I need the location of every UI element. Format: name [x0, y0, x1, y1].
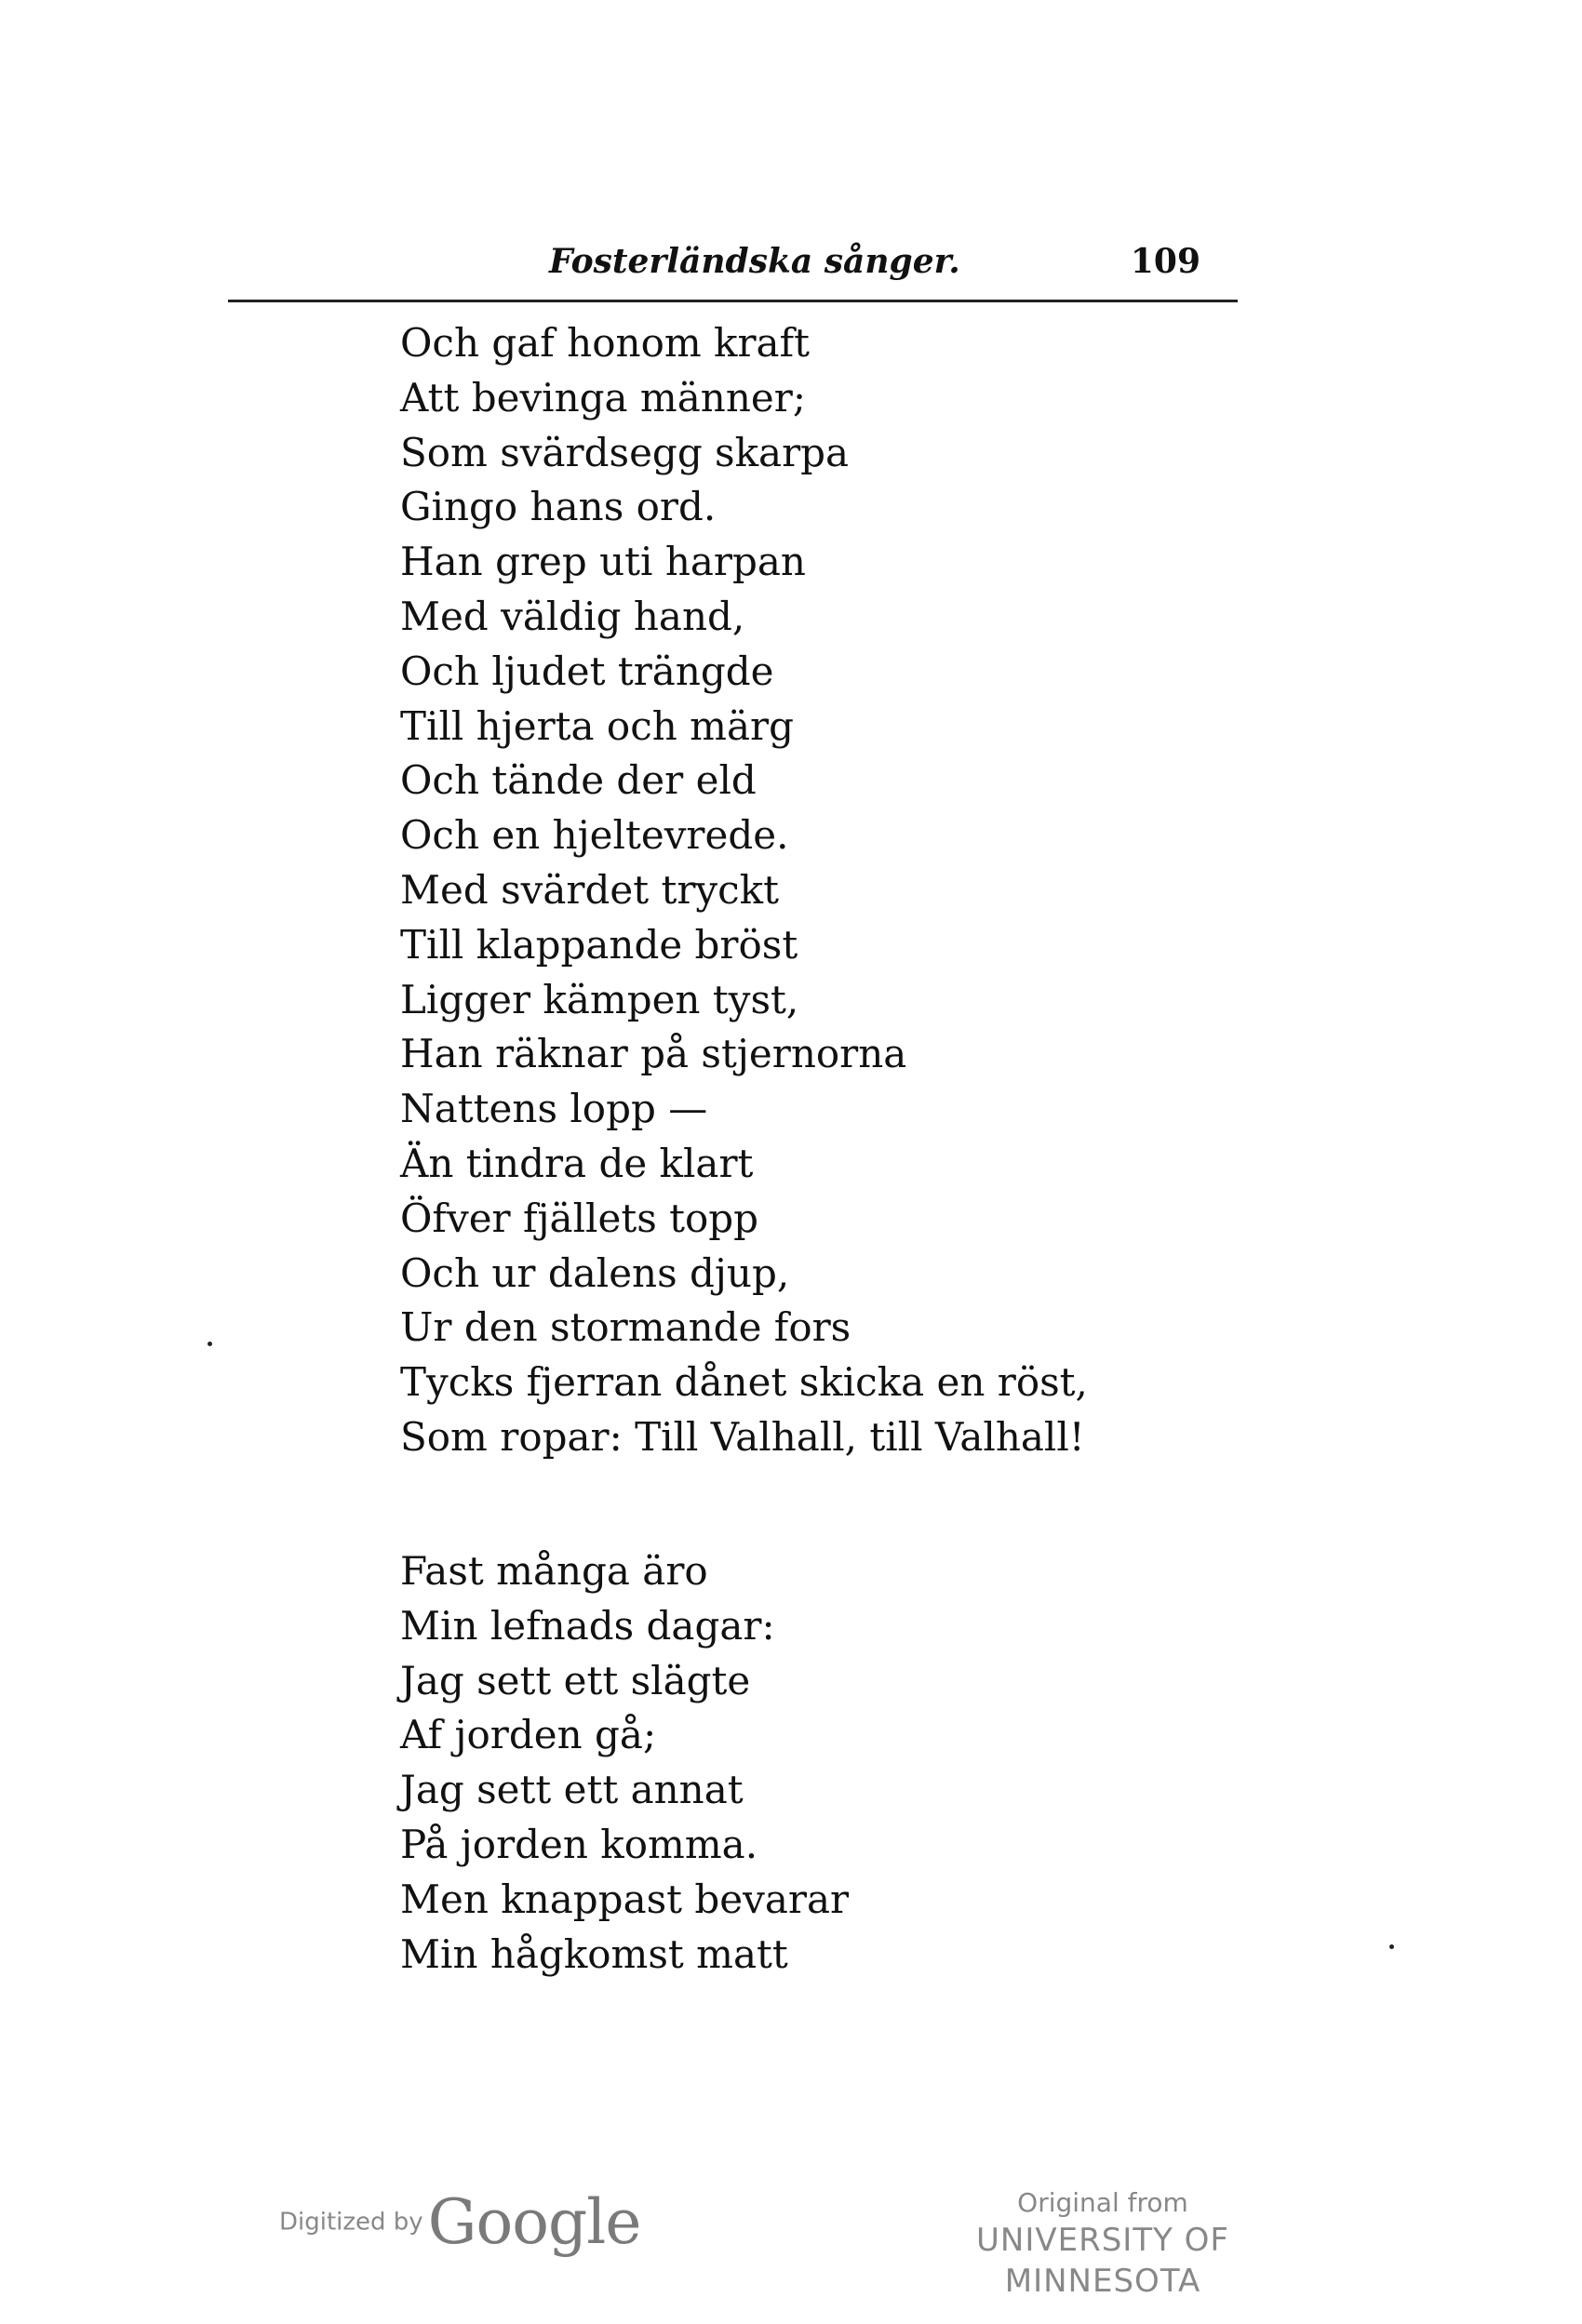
poem-line: Öfver fjällets topp — [400, 1195, 759, 1241]
stanza-2 — [400, 1544, 849, 1982]
poem-line: Som ropar: Till Valhall, till Valhall! — [400, 1413, 1085, 1460]
running-title: Fosterländska sånger. — [549, 242, 960, 281]
poem-line: Af jorden gå; — [400, 1712, 657, 1758]
poem-line: Och en hjeltevrede. — [400, 812, 789, 859]
poem-line: Jag sett ett annat — [400, 1767, 744, 1813]
poem-line: Med svärdet tryckt — [400, 866, 779, 913]
poem-line: Och ljudet trängde — [400, 648, 774, 694]
poem-line: Han grep uti harpan — [400, 539, 806, 585]
poem-line: Min hågkomst matt — [400, 1930, 788, 1977]
poem-line: Att bevinga männer; — [400, 374, 806, 421]
poem-line: Ur den stormande fors — [400, 1304, 851, 1351]
institution-name: UNIVERSITY OF MINNESOTA — [976, 2222, 1229, 2300]
poem-line: Jag sett ett slägte — [400, 1657, 751, 1703]
page-number: 109 — [1130, 242, 1200, 281]
poem-line: Men knappast bevarar — [400, 1876, 850, 1922]
original-source — [893, 2186, 1312, 2302]
poem-line: Min lefnads dagar: — [400, 1602, 775, 1649]
page-header — [228, 234, 1238, 302]
poem-line: Än tindra de klart — [400, 1140, 754, 1186]
ink-speck — [1389, 1944, 1394, 1949]
poem-line: På jorden komma. — [400, 1821, 758, 1867]
poem-line: Nattens lopp — — [400, 1086, 708, 1132]
digitized-by-label: Digitized by — [279, 2208, 423, 2237]
original-from-label: Original from — [1017, 2187, 1188, 2218]
poem-line: Som svärdsegg skarpa — [400, 429, 850, 475]
poem-line: Ligger kämpen tyst, — [400, 976, 799, 1022]
poem-line: Och gaf honom kraft — [400, 320, 811, 366]
poem-line: Han räknar på stjernorna — [400, 1031, 907, 1077]
poem-line: Och tände der eld — [400, 757, 757, 804]
poem-line: Till klappande bröst — [400, 921, 798, 968]
google-logo: Google — [427, 2186, 641, 2258]
ink-speck — [208, 1342, 212, 1346]
poem-line: Gingo hans ord. — [400, 484, 717, 530]
poem-line: Med väldig hand, — [400, 593, 745, 639]
poem-line: Till hjerta och märg — [400, 702, 794, 749]
digitized-by-google — [279, 2186, 640, 2258]
poem-line: Tycks fjerran dånet skicka en röst, — [400, 1359, 1088, 1406]
poem-line: Fast många äro — [400, 1548, 708, 1594]
stanza-1 — [400, 316, 1088, 1465]
poem-line: Och ur dalens djup, — [400, 1249, 790, 1296]
